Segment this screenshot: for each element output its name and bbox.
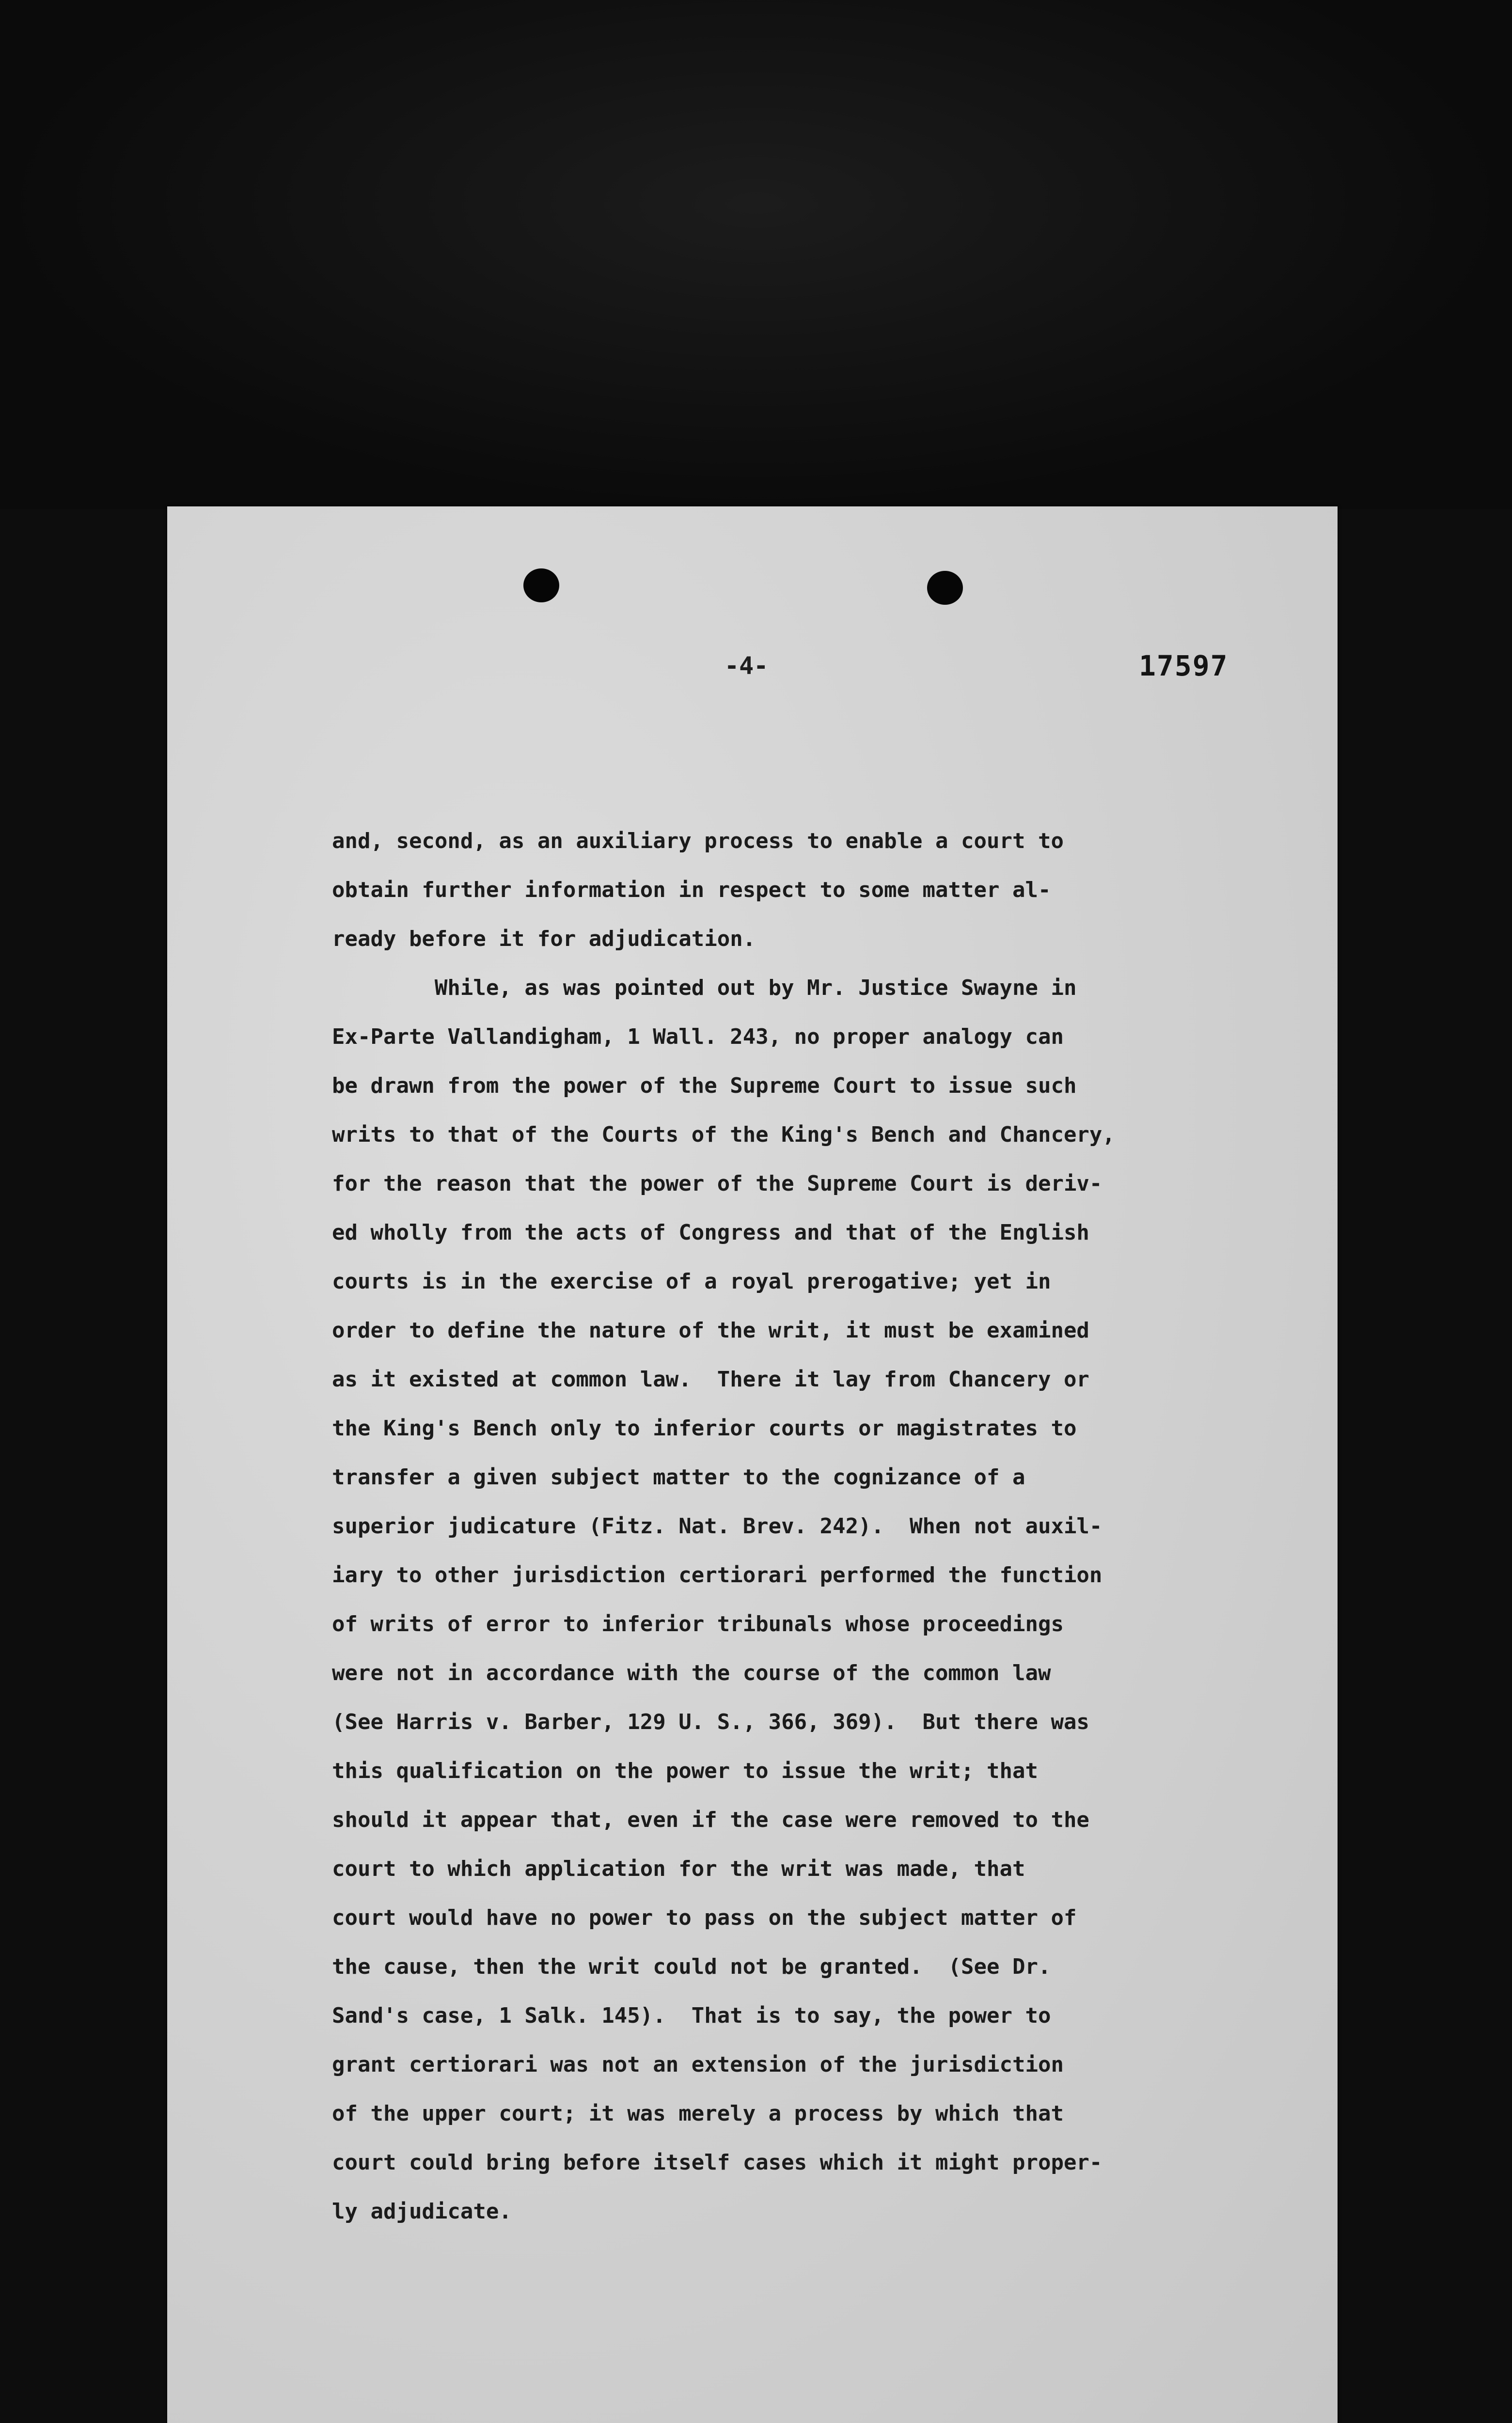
microfilm-border-top xyxy=(0,0,1512,509)
text-line: Ex-Parte Vallandigham, 1 Wall. 243, no proper analogy can xyxy=(332,1024,1064,1049)
text-line: be drawn from the power of the Supreme Court to issue such xyxy=(332,1073,1077,1098)
text-line: transfer a given subject matter to the cognizance of a xyxy=(332,1465,1025,1490)
bleed-through-left xyxy=(245,550,298,2367)
page-number: -4- xyxy=(724,652,769,680)
text-line: Sand's case, 1 Salk. 145). That is to say, the power to xyxy=(332,2003,1051,2028)
text-line: writs to that of the Courts of the King's Bench and Chancery, xyxy=(332,1122,1115,1147)
text-line: as it existed at common law. There it lay from Chancery or xyxy=(332,1367,1089,1392)
body-text xyxy=(332,817,1282,2236)
text-line: for the reason that the power of the Supreme Court is deriv- xyxy=(332,1171,1102,1196)
text-line: of the upper court; it was merely a process by which that xyxy=(332,2101,1064,2126)
text-line: this qualification on the power to issue the writ; that xyxy=(332,1759,1038,1783)
text-line: ed wholly from the acts of Congress and that of the English xyxy=(332,1220,1089,1245)
text-line: court to which application for the writ was made, that xyxy=(332,1857,1025,1881)
text-line: While, as was pointed out by Mr. Justice Swayne in xyxy=(332,975,1077,1000)
text-line: courts is in the exercise of a royal prerogative; yet in xyxy=(332,1269,1051,1294)
text-line: the King's Bench only to inferior courts or magistrates to xyxy=(332,1416,1077,1441)
text-line: should it appear that, even if the case were removed to the xyxy=(332,1808,1089,1832)
text-line: ly adjudicate. xyxy=(332,2199,512,2224)
text-line: and, second, as an auxiliary process to enable a court to xyxy=(332,829,1064,853)
document-page xyxy=(167,506,1338,2423)
text-line: order to define the nature of the writ, it must be examined xyxy=(332,1318,1089,1343)
punch-hole-right xyxy=(927,571,963,605)
text-line: were not in accordance with the course of the common law xyxy=(332,1661,1051,1685)
text-line: grant certiorari was not an extension of the jurisdiction xyxy=(332,2052,1064,2077)
document-number: 17597 xyxy=(1139,649,1228,682)
text-line: ready before it for adjudication. xyxy=(332,927,756,951)
text-line: court could bring before itself cases which it might proper- xyxy=(332,2150,1102,2175)
text-line: superior judicature (Fitz. Nat. Brev. 242). When not auxil- xyxy=(332,1514,1102,1539)
punch-hole-left xyxy=(523,568,559,602)
text-line: court would have no power to pass on the subject matter of xyxy=(332,1905,1077,1930)
text-line: iary to other jurisdiction certiorari performed the function xyxy=(332,1563,1102,1588)
text-line: the cause, then the writ could not be granted. (See Dr. xyxy=(332,1954,1051,1979)
text-line: (See Harris v. Barber, 129 U. S., 366, 369). But there was xyxy=(332,1710,1089,1734)
text-line: of writs of error to inferior tribunals whose proceedings xyxy=(332,1612,1064,1636)
text-line: obtain further information in respect to some matter al- xyxy=(332,878,1051,902)
